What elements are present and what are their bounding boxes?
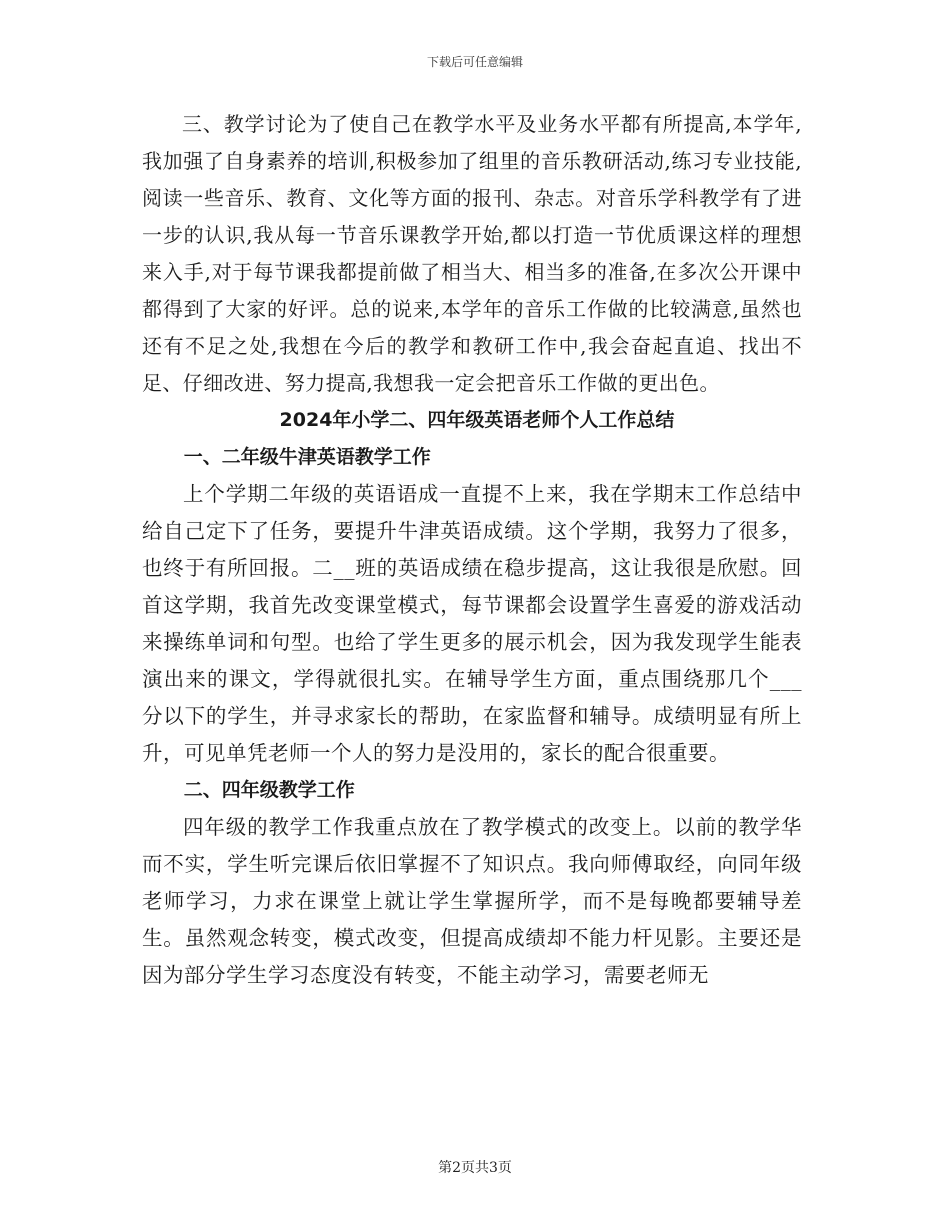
document-title: 2024年小学二、四年级英语老师个人工作总结	[279, 409, 675, 431]
header-note: 下载后可任意编辑	[426, 55, 523, 69]
section-heading-grade2: 一、二年级牛津英语教学工作	[183, 446, 431, 468]
page-number-footer: 第2页共3页	[438, 1160, 512, 1176]
music-teaching-paragraph: 三、教学讨论为了使自己在教学水平及业务水平都有所提高,本学年,我加强了自身素养的培训,积极参加了组里的音乐教研活动,练习专业技能,阅读一些音乐、教育、文化等方面的报刊、杂志。对音乐学科教学有了进一步的认识,我从每一节音乐课教学开始,都以打造一节优质课这样的理想来入手,对于每节课我都提前做了相当大、相当多的准备,在多次公开课中都得到了大家的好评。总的说来,本学年的音乐工作做的比较满意,虽然也还有不足之处,我想在今后的教学和教研工作中,我会奋起直追、找出不足、仔细改进、努力提高,我想我一定会把音乐工作做的更出色。	[142, 112, 802, 395]
section-heading-grade4: 二、四年级教学工作	[183, 779, 355, 801]
grade2-paragraph: 上个学期二年级的英语语成一直提不上来，我在学期末工作总结中给自己定下了任务，要提升牛津英语成绩。这个学期，我努力了很多，也终于有所回报。二__班的英语成绩在稳步提高，这让我很是欣慰。回首这学期，我首先改变课堂模式，每节课都会设置学生喜爱的游戏活动来操练单词和句型。也给了学生更多的展示机会，因为我发现学生能表演出来的课文，学得就很扎实。在辅导学生方面，重点围绕那几个___分以下的学生，并寻求家长的帮助，在家监督和辅导。成绩明显有所上升，可见单凭老师一个人的努力是没用的，家长的配合很重要。	[142, 482, 802, 765]
document-body	[142, 106, 802, 994]
grade4-paragraph: 四年级的教学工作我重点放在了教学模式的改变上。以前的教学华而不实，学生听完课后依旧掌握不了知识点。我向师傅取经，向同年级老师学习，力求在课堂上就让学生掌握所学，而不是每晚都要辅导差生。虽然观念转变，模式改变，但提高成绩却不能力杆见影。主要还是因为部分学生学习态度没有转变，不能主动学习，需要老师无	[142, 815, 802, 987]
